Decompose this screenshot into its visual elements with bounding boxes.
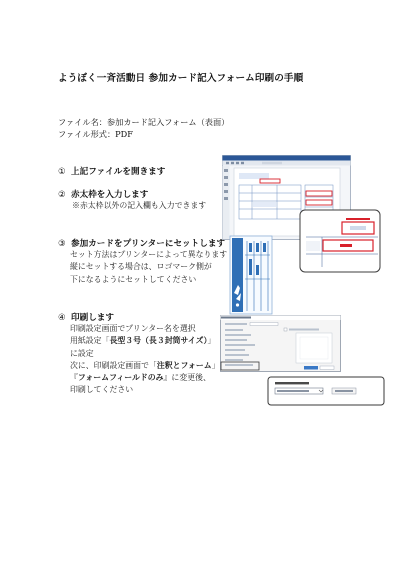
callout-heading-marks (275, 382, 309, 384)
callout-label-marks (346, 218, 370, 220)
step-3-heading: 参加カードをプリンターにセットします (71, 239, 226, 249)
form-shaded-cell (253, 202, 276, 207)
step-3-line-3: 下になるようにセットしてください (70, 274, 197, 284)
print-dialog-screenshot (220, 315, 386, 407)
viewer-titlebar (223, 156, 351, 161)
file-name: ファイル名：参加カード記入フォーム（表面） (58, 117, 230, 127)
step-4-description (70, 323, 220, 397)
callout-row-label (306, 241, 320, 251)
step-3-description (70, 249, 227, 286)
step-2 (58, 188, 148, 200)
step-1-number: ① (58, 167, 66, 177)
step-3-number: ③ (58, 239, 66, 249)
step-4-line-5: 『フォームフィールドのみ』に変更後、 (70, 373, 211, 383)
print-preview-page (300, 337, 328, 359)
step-4-line-1: 印刷設定画面でプリンター名を選択 (70, 324, 196, 333)
step-4-line-2: 用紙設定「長型３号（長３封筒サイズ）」 (70, 336, 216, 346)
step-2-heading: 赤太枠を入力します (71, 190, 149, 200)
step-1-heading: 上記ファイルを開きます (71, 167, 166, 177)
callout-button-text (335, 390, 353, 392)
callout-label-bg (316, 217, 338, 221)
card-image (229, 235, 275, 317)
step-1 (58, 165, 165, 177)
step-4-line-4: 次に、印刷設定画面で「注釈とフォーム」 (70, 360, 220, 370)
callout-dropdown-text (277, 390, 309, 392)
print-option-label (289, 329, 319, 331)
print-dialog-title-text (221, 317, 251, 319)
step-4 (58, 311, 114, 323)
step-3-line-2: 縦にセットする場合は、ロゴマーク側が (70, 262, 212, 272)
page-title: ようぼく一斉活動日 参加カード記入フォーム印刷の手順 (58, 73, 304, 84)
form-header-bar (239, 173, 269, 179)
card-blue-band (232, 238, 243, 312)
step-2-number: ② (58, 190, 66, 200)
file-format: ファイル形式：PDF (58, 129, 133, 139)
callout-field-top (350, 226, 366, 230)
step-4-number: ④ (58, 313, 66, 323)
step-2-note: ※赤太枠以外の記入欄も入力できます (72, 201, 207, 210)
print-button (304, 366, 318, 370)
step-4-heading: 印刷します (71, 313, 114, 323)
callout-field-bottom (340, 244, 352, 247)
step-3 (58, 237, 225, 249)
cancel-button (320, 366, 334, 370)
step-4-line-3: に設定 (70, 348, 94, 358)
print-option-checkbox (284, 328, 287, 331)
step-4-line-6: 印刷してください (70, 385, 134, 395)
step-3-line-1: セット方法はプリンターによって異なります (70, 250, 228, 259)
